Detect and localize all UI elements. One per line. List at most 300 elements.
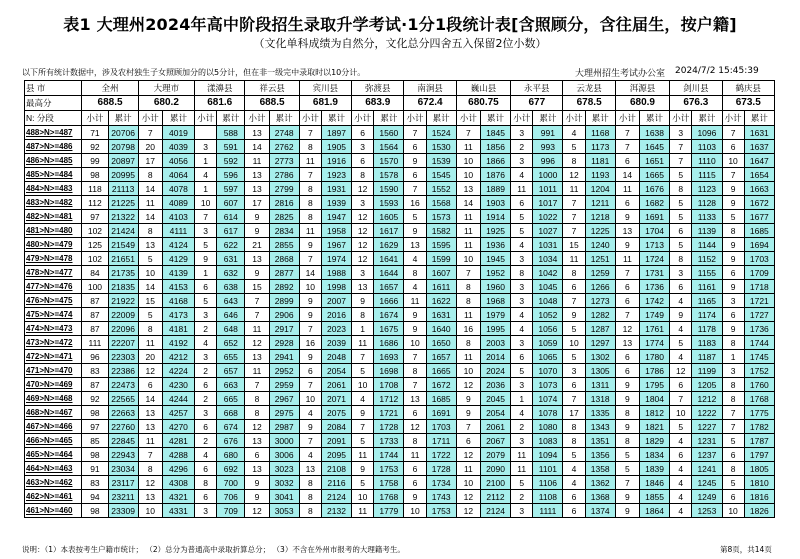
subtotal-cell: 94 <box>82 490 108 504</box>
subtotal-cell: 98 <box>82 168 108 182</box>
cumulative-cell: 617 <box>217 224 245 238</box>
cumulative-cell: 1059 <box>533 336 563 350</box>
cumulative-cell: 22760 <box>108 420 138 434</box>
subtotal-cell: 9 <box>299 308 321 322</box>
cumulative-cell: 1768 <box>374 490 404 504</box>
cumulative-cell: 1133 <box>692 210 722 224</box>
subtotal-cell: 3 <box>352 140 374 154</box>
table-row <box>25 434 775 448</box>
table-row <box>25 210 775 224</box>
subtotal-cell: 11 <box>245 154 269 168</box>
cumulative-cell: 1651 <box>639 154 669 168</box>
subtotal-header: 小计 <box>352 111 374 126</box>
subtotal-cell: 14 <box>615 168 639 182</box>
subtotal-cell: 98 <box>82 448 108 462</box>
subtotal-cell: 6 <box>563 378 585 392</box>
cumulative-cell: 2075 <box>321 406 351 420</box>
cumulative-cell: 1998 <box>321 280 351 294</box>
subtotal-cell: 8 <box>352 168 374 182</box>
subtotal-cell: 10 <box>722 504 744 518</box>
subtotal-cell: 3 <box>670 126 692 140</box>
county-header-row <box>25 81 775 96</box>
cumulative-cell: 1155 <box>692 266 722 280</box>
cumulative-cell: 4308 <box>162 476 194 490</box>
subtotal-cell: 5 <box>722 476 744 490</box>
subtotal-cell: 11 <box>138 336 162 350</box>
cumulative-cell: 4129 <box>162 252 194 266</box>
subtotal-cell: 4 <box>670 490 692 504</box>
subtotal-cell: 10 <box>352 378 374 392</box>
subtotal-cell: 4 <box>299 406 321 420</box>
cumulative-cell: 643 <box>217 294 245 308</box>
cumulative-cell: 1691 <box>426 406 456 420</box>
subtotal-cell: 10 <box>195 196 217 210</box>
cumulative-cell: 1199 <box>692 364 722 378</box>
subtotal-cell: 8 <box>511 266 533 280</box>
cumulative-cell: 1073 <box>533 378 563 392</box>
subtotal-cell: 9 <box>245 476 269 490</box>
subtotal-cell: 5 <box>138 252 162 266</box>
subtotal-cell: 8 <box>722 378 744 392</box>
subtotal-cell: 11 <box>615 182 639 196</box>
cumulative-cell: 22009 <box>108 308 138 322</box>
county-max-score: 672.4 <box>404 96 456 111</box>
table-row <box>25 252 775 266</box>
cumulative-cell: 1650 <box>426 336 456 350</box>
subtotal-cell: 87 <box>82 378 108 392</box>
subtotal-cell: 11 <box>404 448 426 462</box>
subtotal-cell: 10 <box>456 476 480 490</box>
subtotal-cell: 3 <box>511 280 533 294</box>
cumulative-cell: 4064 <box>162 168 194 182</box>
subtotal-cell: 7 <box>615 266 639 280</box>
subtotal-cell: 7 <box>456 420 480 434</box>
subtotal-cell: 3 <box>563 364 585 378</box>
footer-notes: 说明：（1）本表按考生户籍市统计； （2）总分为普通高中录取折算总分； （3）不含在外州市报考的大理籍考生。 <box>22 545 405 554</box>
subtotal-cell: 7 <box>404 378 426 392</box>
subtotal-cell: 12 <box>563 168 585 182</box>
cumulative-cell: 1593 <box>374 196 404 210</box>
subtotal-cell: 13 <box>245 126 269 140</box>
subtotal-cell: 3 <box>195 308 217 322</box>
table-row <box>25 392 775 406</box>
subtotal-cell: 8 <box>456 280 480 294</box>
subtotal-cell: 4 <box>670 350 692 364</box>
subtotal-cell: 9 <box>615 504 639 518</box>
cumulative-cell: 4244 <box>162 392 194 406</box>
subtotal-cell: 92 <box>82 392 108 406</box>
cumulative-cell: 638 <box>217 280 245 294</box>
max-score-label: 最高分 <box>25 96 82 111</box>
cumulative-cell: 1578 <box>374 168 404 182</box>
subtotal-cell: 1 <box>352 322 374 336</box>
cumulative-cell: 1034 <box>533 252 563 266</box>
county-label: 县 市 <box>25 81 82 96</box>
subtotal-cell: 3 <box>511 434 533 448</box>
cumulative-cell: 1734 <box>426 476 456 490</box>
cumulative-cell: 1083 <box>533 434 563 448</box>
subtotal-cell: 8 <box>195 476 217 490</box>
cumulative-cell: 1654 <box>744 168 774 182</box>
subtotal-cell: 8 <box>299 140 321 154</box>
cumulative-cell: 1539 <box>426 154 456 168</box>
cumulative-cell: 1225 <box>585 224 615 238</box>
cumulative-cell: 1703 <box>426 420 456 434</box>
subtotal-cell: 102 <box>82 252 108 266</box>
subtotal-cell: 3 <box>195 350 217 364</box>
cumulative-cell: 1721 <box>744 294 774 308</box>
cumulative-cell: 4281 <box>162 434 194 448</box>
cumulative-cell: 22565 <box>108 392 138 406</box>
subtotal-cell: 11 <box>404 294 426 308</box>
subtotal-cell: 6 <box>722 490 744 504</box>
cumulative-cell: 1183 <box>692 336 722 350</box>
subtotal-cell: 11 <box>615 252 639 266</box>
score-range: 474>N>=473 <box>25 322 82 336</box>
subtotal-cell: 5 <box>138 308 162 322</box>
cumulative-cell: 1675 <box>374 322 404 336</box>
cumulative-cell: 1663 <box>744 182 774 196</box>
table-row <box>25 154 775 168</box>
cumulative-cell: 1816 <box>744 490 774 504</box>
subtotal-cell: 1 <box>195 154 217 168</box>
subtotal-cell: 6 <box>404 140 426 154</box>
cumulative-cell: 646 <box>217 308 245 322</box>
subtotal-cell: 7 <box>299 322 321 336</box>
cumulative-cell: 1617 <box>374 224 404 238</box>
subtotal-cell: 8 <box>563 266 585 280</box>
cumulative-cell: 1774 <box>639 336 669 350</box>
subtotal-cell: 12 <box>352 252 374 266</box>
cumulative-cell: 1923 <box>321 168 351 182</box>
subtotal-cell: 5 <box>670 210 692 224</box>
subtotal-cell: 4 <box>511 168 533 182</box>
subtotal-cell: 12 <box>352 210 374 224</box>
cumulative-cell: 2108 <box>321 462 351 476</box>
subtotal-cell: 5 <box>615 448 639 462</box>
county-name: 宾川县 <box>299 81 351 96</box>
cumulative-cell: 21735 <box>108 266 138 280</box>
county-max-score: 681.9 <box>299 96 351 111</box>
cumulative-cell: 1311 <box>585 378 615 392</box>
subtotal-cell: 4 <box>563 126 585 140</box>
subtotal-cell: 4 <box>195 168 217 182</box>
subtotal-cell: 6 <box>670 280 692 294</box>
cumulative-header: 累计 <box>426 111 456 126</box>
cumulative-cell: 1665 <box>426 364 456 378</box>
cumulative-cell: 2023 <box>321 322 351 336</box>
subtotal-cell: 12 <box>670 364 692 378</box>
subtotal-cell: 13 <box>245 182 269 196</box>
cumulative-cell: 1712 <box>374 392 404 406</box>
cumulative-cell: 1866 <box>480 154 510 168</box>
cumulative-cell: 2799 <box>269 182 299 196</box>
subtotal-cell: 6 <box>456 434 480 448</box>
cumulative-cell: 1947 <box>321 210 351 224</box>
subtotal-cell: 87 <box>82 294 108 308</box>
county-max-score: 677 <box>511 96 563 111</box>
subtotal-cell: 9 <box>615 490 639 504</box>
subtotal-cell: 7 <box>722 420 744 434</box>
cumulative-cell: 22096 <box>108 322 138 336</box>
subtotal-cell: 112 <box>82 196 108 210</box>
cumulative-cell: 4296 <box>162 462 194 476</box>
subtotal-cell: 6 <box>404 406 426 420</box>
cumulative-cell: 1573 <box>426 210 456 224</box>
cumulative-cell: 1745 <box>744 350 774 364</box>
cumulative-cell: 2061 <box>480 420 510 434</box>
cumulative-cell: 1560 <box>374 126 404 140</box>
cumulative-cell: 4230 <box>162 378 194 392</box>
cumulative-cell: 1743 <box>426 490 456 504</box>
subtotal-cell: 8 <box>404 266 426 280</box>
subtotal-cell: 8 <box>456 336 480 350</box>
subtotal-cell: 6 <box>138 378 162 392</box>
county-max-score: 676.3 <box>670 96 722 111</box>
subtotal-cell: 3 <box>511 252 533 266</box>
cumulative-cell: 2786 <box>269 168 299 182</box>
cumulative-cell: 1115 <box>692 168 722 182</box>
table-row <box>25 504 775 518</box>
cumulative-cell: 1855 <box>639 490 669 504</box>
cumulative-cell: 1805 <box>744 462 774 476</box>
cumulative-cell: 1749 <box>639 308 669 322</box>
subtotal-cell: 11 <box>352 448 374 462</box>
subtotal-cell: 2 <box>511 140 533 154</box>
subtotal-cell: 6 <box>670 448 692 462</box>
cumulative-cell: 3041 <box>269 490 299 504</box>
subtotal-cell: 5 <box>563 350 585 364</box>
subtotal-cell: 9 <box>404 308 426 322</box>
cumulative-cell: 2100 <box>480 476 510 490</box>
cumulative-cell: 680 <box>217 448 245 462</box>
county-max-score: 680.2 <box>138 96 194 111</box>
subtotal-cell: 7 <box>615 308 639 322</box>
score-segment-table <box>24 80 775 518</box>
subtotal-cell: 7 <box>299 378 321 392</box>
cumulative-cell: 709 <box>217 504 245 518</box>
subtotal-cell: 11 <box>511 462 533 476</box>
table-row <box>25 126 775 140</box>
cumulative-cell: 1611 <box>426 280 456 294</box>
subtotal-cell: 8 <box>615 406 639 420</box>
cumulative-cell: 2054 <box>321 364 351 378</box>
score-range: 485>N>=484 <box>25 168 82 182</box>
cumulative-cell: 1795 <box>639 378 669 392</box>
page-title: 表1 大理州2024年高中阶段招生录取升学考试·1分1段统计表[含照顾分，含往届生，按户籍] <box>63 15 737 34</box>
cumulative-cell: 1103 <box>692 140 722 154</box>
cumulative-cell: 2855 <box>269 238 299 252</box>
cumulative-cell: 1744 <box>374 448 404 462</box>
subtotal-cell: 11 <box>245 364 269 378</box>
subtotal-cell: 11 <box>352 336 374 350</box>
subtotal-cell: 11 <box>456 308 480 322</box>
cumulative-cell: 1672 <box>426 378 456 392</box>
subtotal-cell: 11 <box>138 434 162 448</box>
cumulative-cell: 1666 <box>374 294 404 308</box>
subtotal-cell: 11 <box>299 154 321 168</box>
cumulative-cell: 21651 <box>108 252 138 266</box>
subtotal-cell: 13 <box>245 434 269 448</box>
cumulative-cell: 2016 <box>321 308 351 322</box>
subtotal-cell: 4 <box>195 448 217 462</box>
subtotal-cell: 12 <box>456 504 480 518</box>
score-range: 473>N>=472 <box>25 336 82 350</box>
score-range: 488>N>=487 <box>25 126 82 140</box>
subtotal-cell: 5 <box>670 168 692 182</box>
cumulative-cell: 1780 <box>639 350 669 364</box>
cumulative-cell: 1096 <box>692 126 722 140</box>
subtotal-cell: 6 <box>670 224 692 238</box>
county-max-score: 673.5 <box>722 96 775 111</box>
county-name: 洱源县 <box>615 81 669 96</box>
cumulative-cell: 2967 <box>269 392 299 406</box>
cumulative-cell: 700 <box>217 476 245 490</box>
subtotal-cell: 14 <box>138 280 162 294</box>
subtotal-cell: 9 <box>615 392 639 406</box>
subtotal-cell: 12 <box>456 490 480 504</box>
cumulative-cell: 4153 <box>162 280 194 294</box>
subtotal-cell: 8 <box>670 252 692 266</box>
subtotal-cell: 7 <box>245 308 269 322</box>
cumulative-cell: 1694 <box>744 238 774 252</box>
cumulative-cell: 2090 <box>480 462 510 476</box>
cumulative-cell: 607 <box>217 196 245 210</box>
cumulative-cell: 1106 <box>533 476 563 490</box>
cumulative-cell: 1685 <box>426 392 456 406</box>
subtotal-cell: 9 <box>245 224 269 238</box>
cumulative-header: 累计 <box>744 111 774 126</box>
subtotal-cell: 10 <box>404 336 426 350</box>
score-range: 487>N>=486 <box>25 140 82 154</box>
cumulative-cell: 2773 <box>269 154 299 168</box>
subtotal-cell: 10 <box>456 168 480 182</box>
subtotal-cell: 10 <box>299 392 321 406</box>
subtotal-cell: 6 <box>404 476 426 490</box>
county-max-score: 688.5 <box>245 96 299 111</box>
subtotal-cell: 4 <box>352 392 374 406</box>
cumulative-cell: 655 <box>217 350 245 364</box>
subtotal-cell: 5 <box>352 476 374 490</box>
cumulative-cell: 20798 <box>108 140 138 154</box>
cumulative-cell: 1273 <box>585 294 615 308</box>
subtotal-cell: 98 <box>82 504 108 518</box>
subtotal-cell: 2 <box>195 364 217 378</box>
subtotal-cell: 6 <box>404 168 426 182</box>
score-range: 461>N>=460 <box>25 504 82 518</box>
subtotal-cell: 9 <box>352 294 374 308</box>
cumulative-cell: 1936 <box>480 238 510 252</box>
subtotal-cell: 9 <box>404 224 426 238</box>
county-max-score: 683.9 <box>352 96 404 111</box>
cumulative-cell: 622 <box>217 238 245 252</box>
table-row <box>25 462 775 476</box>
cumulative-cell: 22473 <box>108 378 138 392</box>
subtotal-cell: 102 <box>82 224 108 238</box>
table-row <box>25 476 775 490</box>
subtotal-cell: 9 <box>195 252 217 266</box>
cumulative-cell: 1647 <box>744 154 774 168</box>
cumulative-header: 累计 <box>374 111 404 126</box>
subtotal-cell: 14 <box>138 392 162 406</box>
subtotal-cell: 8 <box>299 504 321 518</box>
cumulative-cell: 23034 <box>108 462 138 476</box>
cumulative-cell: 1787 <box>744 434 774 448</box>
subtotal-cell: 13 <box>245 252 269 266</box>
subtotal-cell: 8 <box>299 490 321 504</box>
score-range: 478>N>=477 <box>25 266 82 280</box>
subtotal-cell: 5 <box>563 140 585 154</box>
subtotal-cell: 3 <box>352 196 374 210</box>
subtotal-cell: 7 <box>352 350 374 364</box>
subtotal-cell: 5 <box>195 294 217 308</box>
subtotal-cell: 10 <box>352 490 374 504</box>
subtotal-cell: 10 <box>138 266 162 280</box>
cumulative-cell: 21424 <box>108 224 138 238</box>
cumulative-cell: 4173 <box>162 308 194 322</box>
subtotal-cell: 8 <box>138 462 162 476</box>
cumulative-cell: 1693 <box>374 350 404 364</box>
cumulative-header: 累计 <box>162 111 194 126</box>
subtotal-cell: 6 <box>615 350 639 364</box>
cumulative-cell: 1111 <box>533 504 563 518</box>
cumulative-cell: 2877 <box>269 266 299 280</box>
cumulative-cell: 1821 <box>639 420 669 434</box>
cumulative-cell: 614 <box>217 210 245 224</box>
cumulative-cell: 22386 <box>108 364 138 378</box>
cumulative-cell: 1988 <box>321 266 351 280</box>
subtotal-cell: 6 <box>615 280 639 294</box>
cumulative-cell: 1834 <box>639 448 669 462</box>
subtotal-cell: 6 <box>195 420 217 434</box>
cumulative-cell: 1211 <box>585 196 615 210</box>
table-row <box>25 266 775 280</box>
subtotal-cell: 11 <box>511 182 533 196</box>
cumulative-cell: 2762 <box>269 140 299 154</box>
cumulative-cell: 674 <box>217 420 245 434</box>
subtotal-cell: 6 <box>670 378 692 392</box>
subtotal-cell: 3 <box>195 406 217 420</box>
cumulative-cell: 1564 <box>374 140 404 154</box>
cumulative-cell: 597 <box>217 182 245 196</box>
subtotal-cell: 9 <box>299 294 321 308</box>
subtotal-cell: 2 <box>511 490 533 504</box>
subtotal-cell: 17 <box>563 406 585 420</box>
cumulative-cell: 2906 <box>269 308 299 322</box>
page-subtitle: （文化单科成绩为自然分，文化总分四舍五入保留2位小数） <box>253 37 547 50</box>
subtotal-cell: 2 <box>195 392 217 406</box>
subtotal-cell: 7 <box>563 294 585 308</box>
subtotal-cell: 7 <box>404 350 426 364</box>
cumulative-cell: 1204 <box>585 182 615 196</box>
cumulative-cell: 1876 <box>480 168 510 182</box>
cumulative-cell: 1227 <box>692 420 722 434</box>
cumulative-cell: 4056 <box>162 154 194 168</box>
cumulative-cell: 1318 <box>585 392 615 406</box>
cumulative-cell: 4089 <box>162 196 194 210</box>
cumulative-cell: 2091 <box>321 434 351 448</box>
subtotal-cell: 13 <box>299 462 321 476</box>
subtotal-cell: 8 <box>245 392 269 406</box>
subtotal-cell: 13 <box>404 392 426 406</box>
score-range: 484>N>=483 <box>25 182 82 196</box>
score-table-container <box>24 80 775 518</box>
cumulative-cell: 1530 <box>426 140 456 154</box>
cumulative-cell: 1665 <box>639 168 669 182</box>
county-name: 剑川县 <box>670 81 722 96</box>
subtotal-cell: 16 <box>456 322 480 336</box>
subtotal-cell: 6 <box>722 308 744 322</box>
